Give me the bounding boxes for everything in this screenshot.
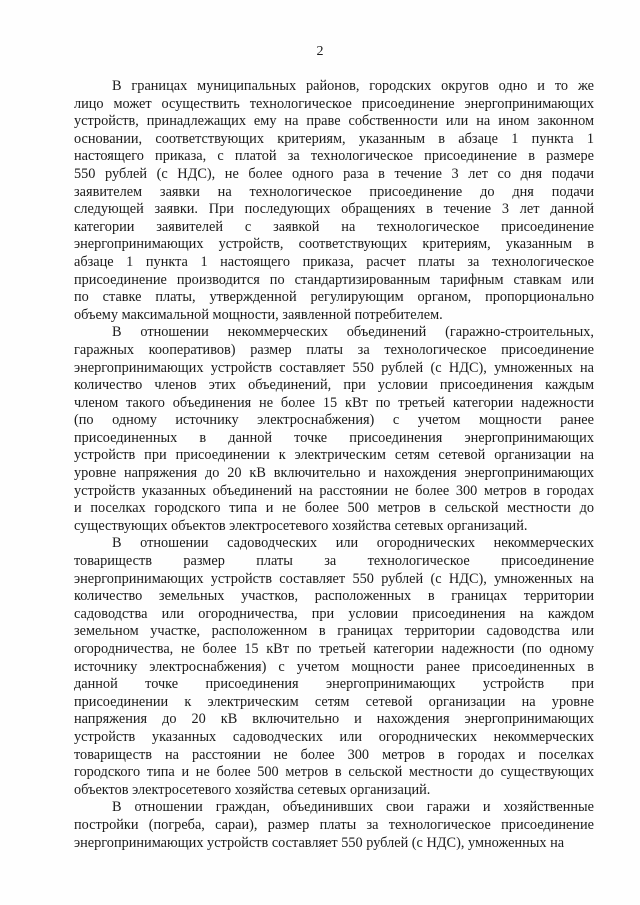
paragraph-line: 550 рублей (с НДС), не более одного раза в течение 3 лет со дня подачи	[74, 165, 594, 182]
paragraph-line: абзаце 1 пункта 1 настоящего приказа, расчет платы за технологическое	[74, 253, 594, 270]
paragraph-line: энергопринимающих устройств составляет 550 рублей (с НДС), умноженных на	[74, 359, 594, 376]
paragraph-line: настоящего приказа, с платой за технологическое присоединение в размере	[74, 148, 594, 165]
paragraph-line: количество земельных участков, расположенных в границах территории	[74, 588, 594, 605]
paragraph-line: заявителем заявки на технологическое присоединение до дня подачи	[74, 183, 594, 200]
paragraph-line: объему максимальной мощности, заявленной потребителем.	[74, 306, 443, 323]
paragraph-line: энергопринимающих устройств составляет 550 рублей (с НДС), умноженных на	[74, 834, 565, 851]
paragraph-line: городского типа и не более 500 метров в сельской местности до существующих	[74, 764, 594, 781]
paragraph-line: гаражных кооперативов) размер платы за технологическое присоединение	[74, 341, 594, 358]
paragraph-line: источнику электроснабжения) с учетом мощности ранее присоединенных в	[74, 658, 594, 675]
document-body	[74, 78, 594, 852]
paragraph-line: устройств указанных объединений на расстоянии не более 300 метров в городах	[74, 482, 594, 499]
paragraph-line: напряжения до 20 кВ включительно и нахождения энергопринимающих	[74, 711, 594, 728]
paragraph-line: по ставке платы, утвержденной регулирующим органом, пропорционально	[74, 289, 594, 306]
paragraph-line: членом такого объединения не более 15 кВт по третьей категории надежности	[74, 394, 594, 411]
paragraph-line: основании, соответствующих критериям, указанным в абзаце 1 пункта 1	[74, 130, 594, 147]
paragraph-line: данной точке присоединения энергопринимающих устройств при	[74, 676, 594, 693]
paragraph-line: В отношении садоводческих или огороднических некоммерческих	[112, 535, 594, 552]
paragraph	[74, 324, 594, 535]
paragraph	[74, 799, 594, 852]
paragraph-line: огородничества, не более 15 кВт по третьей категории надежности (по одному	[74, 641, 594, 657]
paragraph-line: количество членов этих объединений, при условии присоединения каждым	[74, 377, 594, 394]
paragraph	[74, 535, 594, 799]
paragraph-line: и поселках городского типа и не более 500 метров в сельской местности до	[74, 500, 594, 517]
paragraph-line: (по одному источнику электроснабжения) с учетом мощности ранее	[74, 412, 594, 429]
paragraph-line: уровне напряжения до 20 кВ включительно и нахождения энергопринимающих	[74, 465, 594, 482]
paragraph-line: устройств указанных садоводческих или огороднических некоммерческих	[74, 728, 594, 745]
paragraph-line: постройки (погреба, сараи), размер платы за технологическое присоединение	[74, 816, 594, 833]
paragraph-line: лицо может осуществить технологическое присоединение энергопринимающих	[74, 95, 594, 112]
paragraph-line: следующей заявки. При последующих обращениях в течение 3 лет данной	[74, 201, 594, 218]
page-number: 2	[316, 44, 324, 59]
paragraph-line: устройств при присоединении к электрическим сетям сетевой организации на	[74, 447, 594, 464]
paragraph-line: садоводства или огородничества, при условии присоединения на каждом	[74, 605, 594, 622]
paragraph-line: присоединение производится по стандартизированным тарифным ставкам или	[74, 271, 594, 288]
paragraph	[74, 78, 594, 324]
paragraph-line: В отношении некоммерческих объединений (гаражно-строительных,	[112, 324, 594, 341]
paragraph-line: присоединении к электрическим сетям сетевой организации на уровне	[74, 693, 594, 710]
paragraph-line: присоединенных в данной точке присоединения энергопринимающих	[74, 429, 594, 446]
paragraph-line: объектов электросетевого хозяйства сетевых организаций.	[74, 781, 431, 798]
paragraph-line: В границах муниципальных районов, городских округов одно и то же	[112, 78, 594, 94]
paragraph-line: товариществ размер платы за технологическое присоединение	[74, 553, 594, 570]
paragraph-line: категории заявителей с заявкой на технологическое присоединение	[74, 218, 594, 235]
paragraph-line: В отношении граждан, объединивших свои гаражи и хозяйственные	[112, 799, 594, 816]
paragraph-line: энергопринимающих устройств, соответствующих критериям, указанным в	[74, 236, 594, 253]
paragraph-line: устройств, принадлежащих ему на праве собственности или на ином законном	[74, 113, 594, 130]
paragraph-line: энергопринимающих устройств составляет 550 рублей (с НДС), умноженных на	[74, 570, 594, 587]
paragraph-line: существующих объектов электросетевого хозяйства сетевых организаций.	[74, 517, 528, 534]
paragraph-line: товариществ на расстоянии не более 300 метров в городах и поселках	[74, 746, 594, 763]
paragraph-line: земельном участке, расположенном в границах территории садоводства или	[74, 623, 594, 640]
